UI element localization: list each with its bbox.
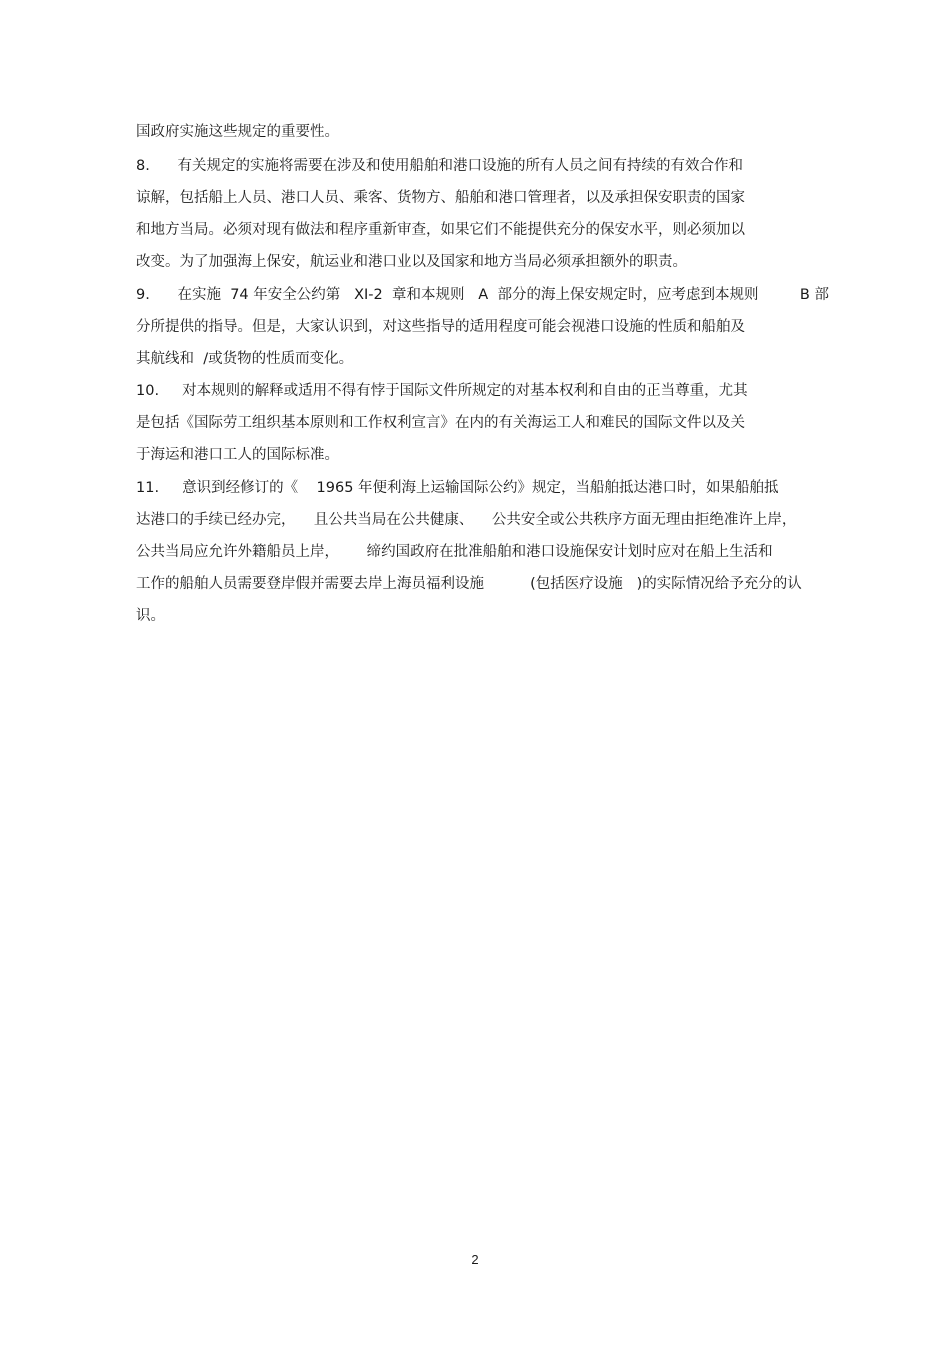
text-line: 国政府实施这些规定的重要性。	[136, 124, 339, 140]
text-line: 分所提供的指导。但是，大家认识到，对这些指导的适用程度可能会视港口设施的性质和船舶及	[136, 319, 745, 335]
text-line: 9. 在实施 74 年安全公约第 XI-2 章和本规则 A 部分的海上保安规定时，应考虑到本规则 B 部	[136, 287, 829, 303]
text-line: 改变。为了加强海上保安，航运业和港口业以及国家和地方当局必须承担额外的职责。	[136, 254, 687, 270]
text-line: 识。	[136, 608, 165, 624]
page-number: 2	[471, 1252, 479, 1267]
text-line: 其航线和 /或货物的性质而变化。	[136, 351, 354, 367]
text-line: 10. 对本规则的解释或适用不得有悖于国际文件所规定的对基本权利和自由的正当尊重，尤其	[136, 383, 748, 399]
text-line: 工作的船舶人员需要登岸假并需要去岸上海员福利设施 (包括医疗设施 )的实际情况给予充分的认	[136, 576, 802, 592]
text-line: 和地方当局。必须对现有做法和程序重新审查，如果它们不能提供充分的保安水平，则必须加以	[136, 222, 745, 238]
text-line: 是包括《国际劳工组织基本原则和工作权利宣言》在内的有关海运工人和难民的国际文件以及关	[136, 415, 745, 431]
text-line: 公共当局应允许外籍船员上岸， 缔约国政府在批准船舶和港口设施保安计划时应对在船上生活和	[136, 544, 773, 560]
text-line: 11. 意识到经修订的《 1965 年便利海上运输国际公约》规定，当船舶抵达港口时，如果船舶抵	[136, 480, 779, 496]
text-line: 谅解，包括船上人员、港口人员、乘客、货物方、船舶和港口管理者，以及承担保安职责的国家	[136, 190, 745, 206]
text-line: 于海运和港口工人的国际标准。	[136, 447, 339, 463]
text-line: 8. 有关规定的实施将需要在涉及和使用船舶和港口设施的所有人员之间有持续的有效合作和	[136, 158, 743, 174]
text-line: 达港口的手续已经办完， 且公共当局在公共健康、 公共安全或公共秩序方面无理由拒绝准许上岸，	[136, 512, 797, 528]
